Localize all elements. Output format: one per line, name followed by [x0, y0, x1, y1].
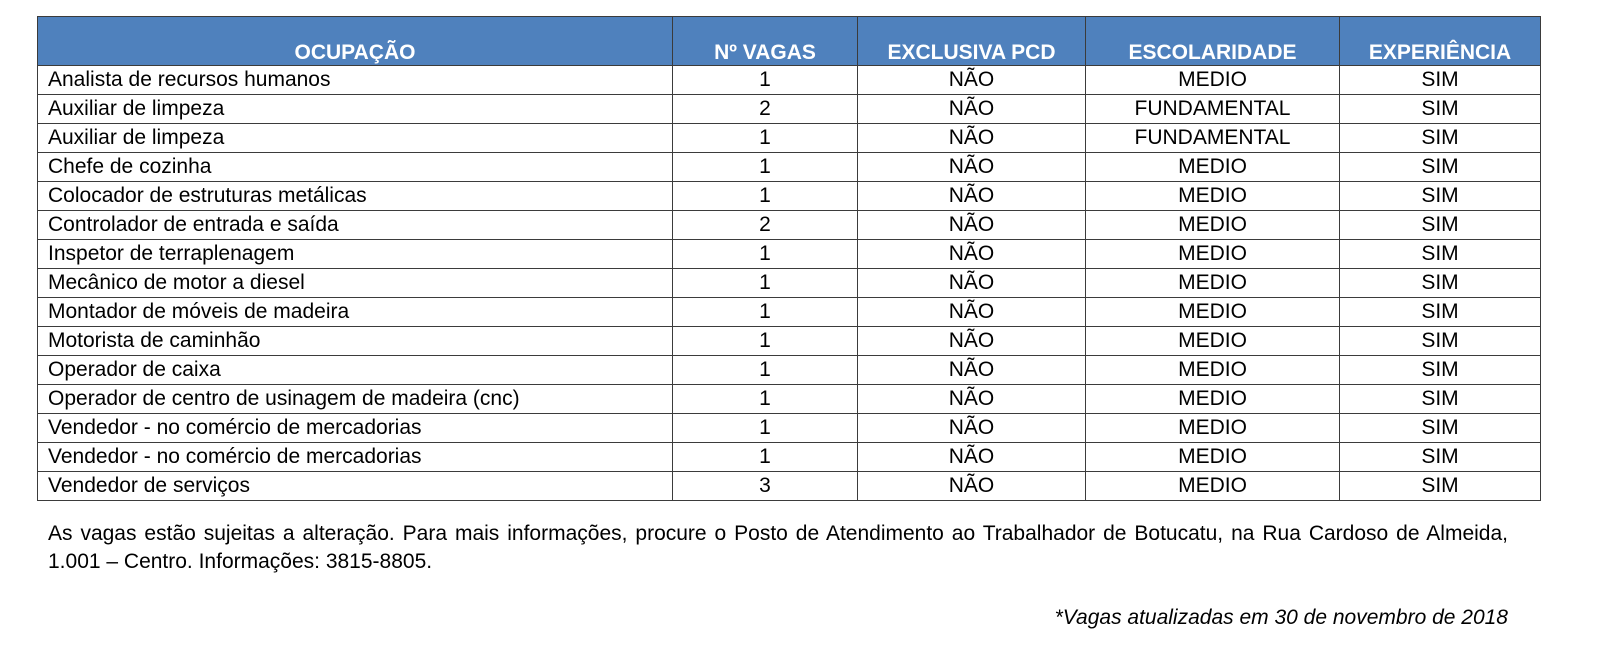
table-row — [38, 385, 1541, 414]
cell-ocupacao: Chefe de cozinha — [38, 153, 673, 182]
cell-exclusiva-pcd: NÃO — [858, 443, 1086, 472]
table-row — [38, 66, 1541, 95]
table-row — [38, 327, 1541, 356]
table-row — [38, 124, 1541, 153]
cell-num-vagas: 1 — [673, 356, 858, 385]
table-row — [38, 211, 1541, 240]
table-row — [38, 414, 1541, 443]
cell-ocupacao: Inspetor de terraplenagem — [38, 240, 673, 269]
cell-ocupacao: Vendedor de serviços — [38, 472, 673, 501]
cell-exclusiva-pcd: NÃO — [858, 240, 1086, 269]
header-escolaridade: ESCOLARIDADE — [1086, 17, 1340, 66]
cell-experiencia: SIM — [1340, 95, 1541, 124]
cell-ocupacao: Colocador de estruturas metálicas — [38, 182, 673, 211]
cell-experiencia: SIM — [1340, 472, 1541, 501]
cell-escolaridade: MEDIO — [1086, 269, 1340, 298]
cell-num-vagas: 2 — [673, 211, 858, 240]
cell-experiencia: SIM — [1340, 153, 1541, 182]
cell-num-vagas: 1 — [673, 443, 858, 472]
cell-num-vagas: 1 — [673, 240, 858, 269]
table-row — [38, 153, 1541, 182]
cell-num-vagas: 1 — [673, 124, 858, 153]
cell-experiencia: SIM — [1340, 356, 1541, 385]
cell-experiencia: SIM — [1340, 298, 1541, 327]
table-row — [38, 298, 1541, 327]
cell-exclusiva-pcd: NÃO — [858, 269, 1086, 298]
cell-experiencia: SIM — [1340, 66, 1541, 95]
cell-experiencia: SIM — [1340, 327, 1541, 356]
cell-escolaridade: MEDIO — [1086, 443, 1340, 472]
cell-exclusiva-pcd: NÃO — [858, 385, 1086, 414]
cell-num-vagas: 1 — [673, 414, 858, 443]
cell-experiencia: SIM — [1340, 414, 1541, 443]
cell-num-vagas: 2 — [673, 95, 858, 124]
table-header — [38, 17, 1541, 66]
cell-exclusiva-pcd: NÃO — [858, 182, 1086, 211]
job-vacancies-table — [37, 16, 1541, 501]
cell-experiencia: SIM — [1340, 124, 1541, 153]
cell-num-vagas: 1 — [673, 269, 858, 298]
cell-num-vagas: 1 — [673, 153, 858, 182]
cell-ocupacao: Analista de recursos humanos — [38, 66, 673, 95]
cell-ocupacao: Operador de centro de usinagem de madeira (cnc) — [38, 385, 673, 414]
cell-escolaridade: MEDIO — [1086, 385, 1340, 414]
header-experiencia: EXPERIÊNCIA — [1340, 17, 1541, 66]
cell-exclusiva-pcd: NÃO — [858, 124, 1086, 153]
cell-exclusiva-pcd: NÃO — [858, 298, 1086, 327]
cell-escolaridade: MEDIO — [1086, 356, 1340, 385]
cell-experiencia: SIM — [1340, 240, 1541, 269]
cell-exclusiva-pcd: NÃO — [858, 472, 1086, 501]
table-row — [38, 240, 1541, 269]
cell-escolaridade: MEDIO — [1086, 472, 1340, 501]
cell-num-vagas: 3 — [673, 472, 858, 501]
cell-escolaridade: FUNDAMENTAL — [1086, 124, 1340, 153]
cell-escolaridade: MEDIO — [1086, 182, 1340, 211]
cell-ocupacao: Auxiliar de limpeza — [38, 95, 673, 124]
cell-ocupacao: Controlador de entrada e saída — [38, 211, 673, 240]
cell-escolaridade: MEDIO — [1086, 211, 1340, 240]
cell-escolaridade: MEDIO — [1086, 414, 1340, 443]
table-row — [38, 356, 1541, 385]
cell-experiencia: SIM — [1340, 269, 1541, 298]
cell-escolaridade: MEDIO — [1086, 153, 1340, 182]
cell-num-vagas: 1 — [673, 66, 858, 95]
table-row — [38, 443, 1541, 472]
header-ocupacao: OCUPAÇÃO — [38, 17, 673, 66]
cell-ocupacao: Motorista de caminhão — [38, 327, 673, 356]
cell-escolaridade: FUNDAMENTAL — [1086, 95, 1340, 124]
header-row — [38, 17, 1541, 66]
cell-ocupacao: Mecânico de motor a diesel — [38, 269, 673, 298]
cell-experiencia: SIM — [1340, 182, 1541, 211]
header-num-vagas: Nº VAGAS — [673, 17, 858, 66]
cell-escolaridade: MEDIO — [1086, 240, 1340, 269]
cell-experiencia: SIM — [1340, 443, 1541, 472]
header-exclusiva-pcd: EXCLUSIVA PCD — [858, 17, 1086, 66]
cell-exclusiva-pcd: NÃO — [858, 356, 1086, 385]
cell-escolaridade: MEDIO — [1086, 327, 1340, 356]
table-row — [38, 269, 1541, 298]
cell-ocupacao: Vendedor - no comércio de mercadorias — [38, 414, 673, 443]
cell-exclusiva-pcd: NÃO — [858, 95, 1086, 124]
cell-ocupacao: Auxiliar de limpeza — [38, 124, 673, 153]
table-row — [38, 182, 1541, 211]
cell-exclusiva-pcd: NÃO — [858, 153, 1086, 182]
table-body — [38, 66, 1541, 501]
cell-escolaridade: MEDIO — [1086, 66, 1340, 95]
cell-num-vagas: 1 — [673, 182, 858, 211]
cell-experiencia: SIM — [1340, 211, 1541, 240]
cell-experiencia: SIM — [1340, 385, 1541, 414]
cell-ocupacao: Vendedor - no comércio de mercadorias — [38, 443, 673, 472]
cell-ocupacao: Montador de móveis de madeira — [38, 298, 673, 327]
cell-num-vagas: 1 — [673, 327, 858, 356]
cell-exclusiva-pcd: NÃO — [858, 211, 1086, 240]
cell-num-vagas: 1 — [673, 385, 858, 414]
cell-num-vagas: 1 — [673, 298, 858, 327]
cell-escolaridade: MEDIO — [1086, 298, 1340, 327]
table-row — [38, 95, 1541, 124]
update-note: *Vagas atualizadas em 30 de novembro de 2018 — [1054, 606, 1508, 629]
cell-exclusiva-pcd: NÃO — [858, 66, 1086, 95]
table-row — [38, 472, 1541, 501]
cell-ocupacao: Operador de caixa — [38, 356, 673, 385]
cell-exclusiva-pcd: NÃO — [858, 327, 1086, 356]
cell-exclusiva-pcd: NÃO — [858, 414, 1086, 443]
info-text: As vagas estão sujeitas a alteração. Para mais informações, procure o Posto de Atendimento ao Trabalhador de Botucatu, na Rua Cardoso de Almeida, 1.001 – Centro. Informações: 3815-8805. — [48, 522, 1508, 573]
